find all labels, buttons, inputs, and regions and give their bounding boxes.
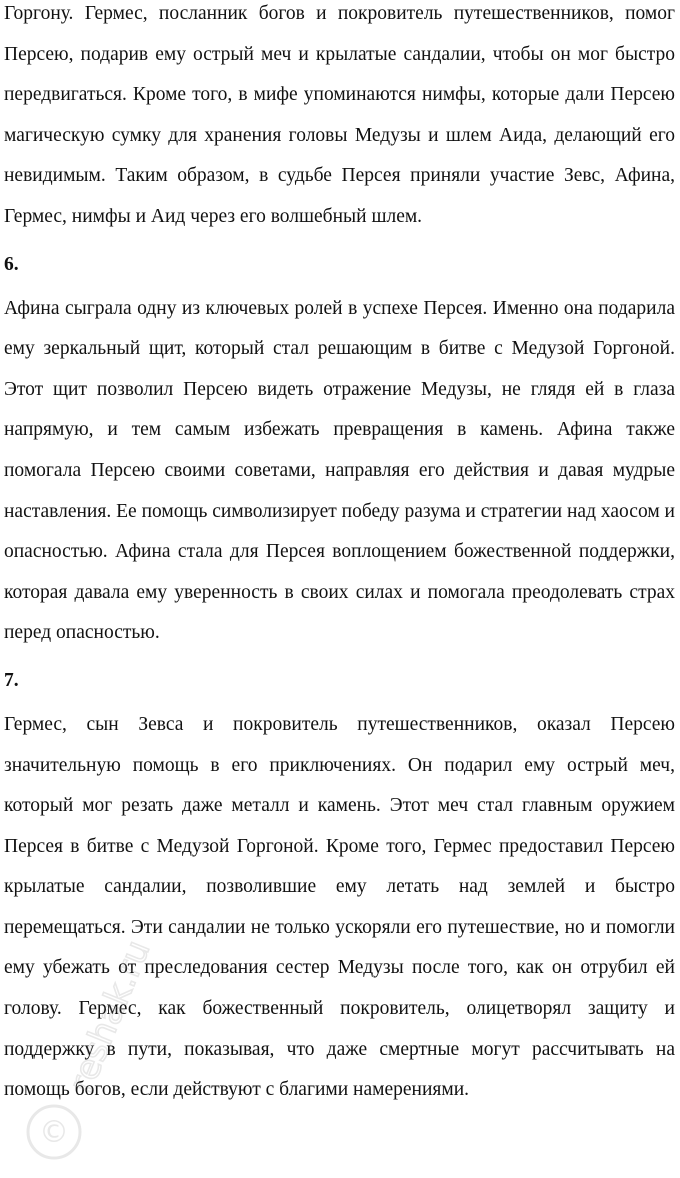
paragraph-intro: Горгону. Гермес, посланник богов и покровитель путешественников, помог Персею, подарив ему острый меч и крылатые сандалии, чтобы он мог быстро передвигаться. Кроме того, в мифе упоминаются нимфы, которые дали Персею магическую сумку для хранения головы Медузы и шлем Аида, делающий его невидимым. Таким образом, в судьбе Персея приняли участие Зевс, Афина, Гермес, нимфы и Аид через его волшебный шлем. bbox=[4, 3, 675, 227]
watermark-copyright-symbol: © bbox=[39, 1115, 69, 1150]
watermark-text: reshak.ru bbox=[61, 934, 159, 1099]
section-heading-6: 6. bbox=[4, 253, 19, 275]
section-heading-7: 7. bbox=[4, 669, 19, 691]
paragraph-section-6: Афина сыграла одну из ключевых ролей в успехе Персея. Именно она подарила ему зеркальный щит, который стал решающим в битве с Медузой Горгоной. Этот щит позволил Персею видеть отражение Медузы, не глядя ей в глаза напрямую, и тем самым избежать превращения в камень. Афина также помогала Персею своими советами, направляя его действия и давая мудрые наставления. Ее помощь символизирует победу разума и стратегии над хаосом и опасностью. Афина стала для Персея воплощением божественной поддержки, которая давала ему уверенность в своих силах и помогала преодолевать страх перед опасностью. bbox=[4, 297, 675, 644]
paragraph-section-7: Гермес, сын Зевса и покровитель путешественников, оказал Персею значительную помощь в его приключениях. Он подарил ему острый меч, который мог резать даже металл и камень. Этот меч стал главным оружием Персея в битве с Медузой Горгоной. Кроме того, Гермес предоставил Персею крылатые сандалии, позволившие ему летать над землей и быстро перемещаться. Эти сандалии не только ускоряли его путешествие, но и помогли ему убежать от преследования сестер Медузы после того, как он отрубил ей голову. Гермес, как божественный покровитель, олицетворял защиту и поддержку в пути, показывая, что даже смертные могут рассчитывать на помощь богов, если действуют с благими намерениями. bbox=[4, 713, 675, 1101]
